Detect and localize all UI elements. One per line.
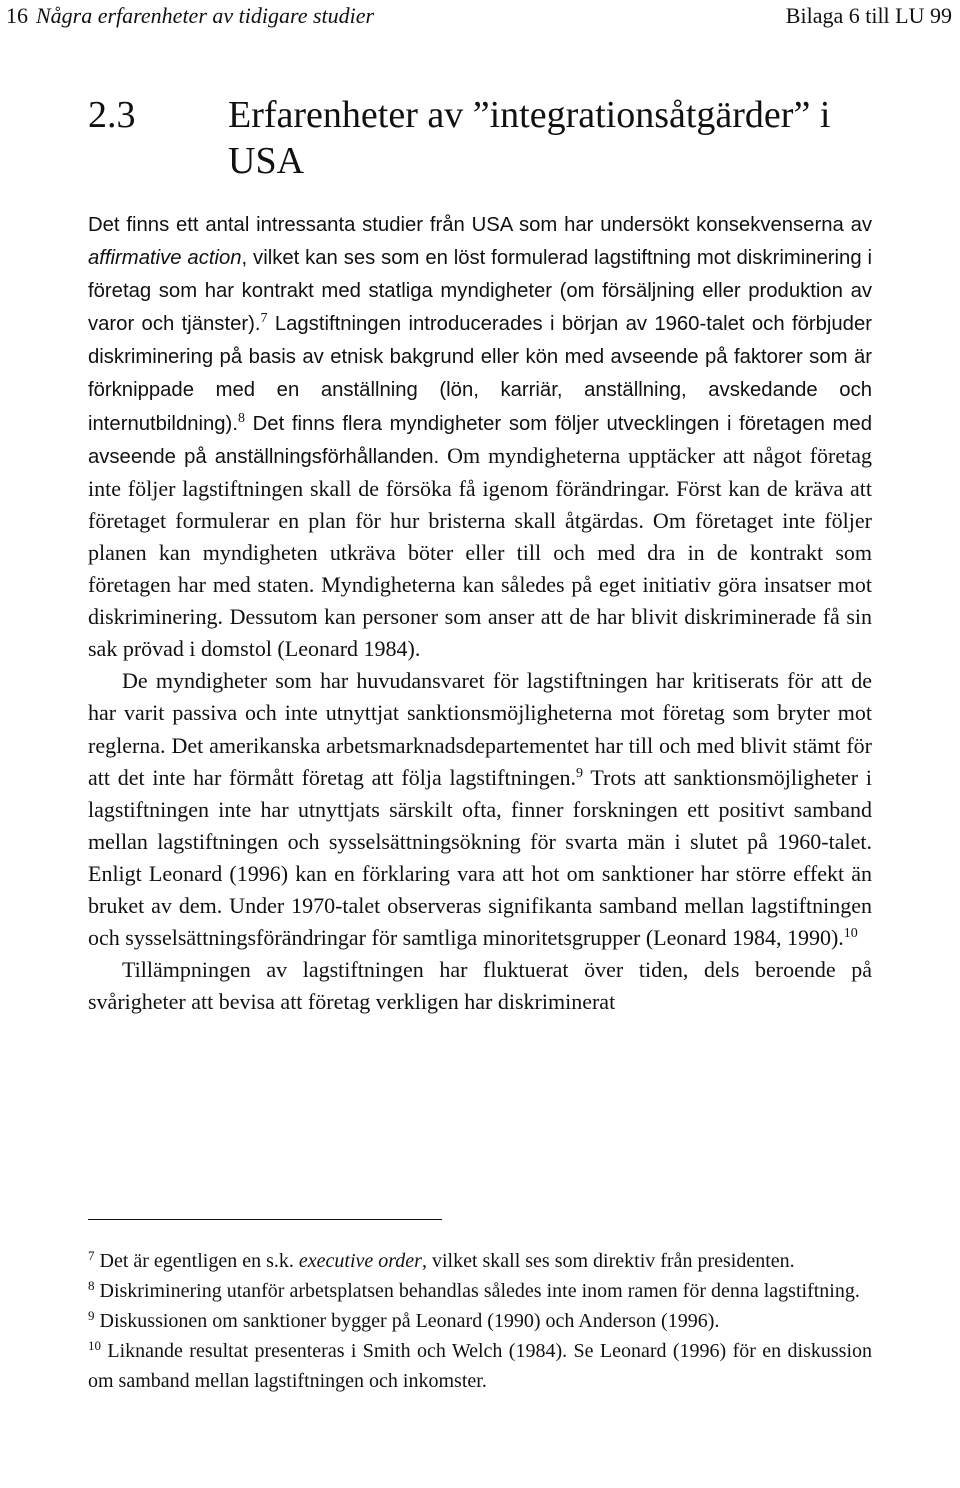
footnote-divider xyxy=(88,1219,442,1220)
p1-text-d: Det finns flera myndigheter som följer utvecklingen i företagen med avseende på anställningsförhållanden. xyxy=(88,412,872,468)
footnote-9 xyxy=(88,1306,872,1336)
footnote-10-number: 10 xyxy=(88,1338,101,1353)
footnote-ref-9[interactable]: 9 xyxy=(576,765,583,781)
footnote-7 xyxy=(88,1246,872,1276)
footnote-10 xyxy=(88,1336,872,1396)
section-heading xyxy=(88,92,878,184)
p1-text-c: Lagstiftningen introducerades i början av 1960-talet och förbjuder diskriminering på basis av etnisk bakgrund eller kön med avseende på faktorer som är förknippade med en anställning (lön, karriär, anställning, avskedande och internutbildning). xyxy=(88,313,872,435)
footnote-ref-10[interactable]: 10 xyxy=(843,926,858,942)
page-header xyxy=(0,0,960,32)
footnote-ref-8[interactable]: 8 xyxy=(237,410,245,426)
p3-text-a: Tillämpningen av lagstiftningen har fluktuerat över tiden, dels beroende på svårigheter att bevisa att företag verkligen har diskriminerat xyxy=(88,957,872,1015)
footnote-7-text-b: , vilket skall ses som direktiv från presidenten. xyxy=(421,1250,795,1272)
footnote-8-number: 8 xyxy=(88,1278,95,1293)
footnote-9-number: 9 xyxy=(88,1308,95,1323)
paragraph-1 xyxy=(88,208,872,665)
appendix-label: Bilaga 6 till LU 99 xyxy=(785,3,952,28)
page-number: 16 xyxy=(6,3,28,28)
running-title: Några erfarenheter av tidigare studier xyxy=(36,3,375,28)
p1-text-e: Om myndigheterna upptäcker att något företag inte följer lagstiftningen skall de försöka få igenom förändringar. Först kan de kräva att företaget formulerar en plan för hur bristerna skall åtgärdas. Om företaget inte följer planen kan myndigheten utkräva böter eller till och med dra in de kontrakt som företagen har med staten. Myndigheterna kan således på eget initiativ göra insatser mot diskriminering. Dessutom kan personer som anser att de har blivit diskriminerade få sin sak prövad i domstol (Leonard 1984). xyxy=(88,442,872,662)
paragraph-2 xyxy=(88,665,872,954)
footnote-7-text-a: Det är egentligen en s.k. xyxy=(94,1250,299,1272)
footnote-8 xyxy=(88,1276,872,1306)
footnote-9-text: Diskussionen om sanktioner bygger på Leonard (1990) och Anderson (1996). xyxy=(94,1310,720,1332)
p2-text-b: Trots att sanktionsmöjligheter i lagstiftningen inte har utnyttjats särskilt ofta, finner forskningen ett positivt samband mellan lagstiftningen och sysselsättningsökning för svarta män i slutet på 1960-talet. Enligt Leonard (1996) kan en förklaring vara att hot om sanktioner har större effekt än bruket av dem. Under 1970-talet observeras signifikanta samband mellan lagstiftningen och sysselsättningsförändringar för samtliga minoritetsgrupper (Leonard 1984, 1990). xyxy=(88,764,873,951)
section-number: 2.3 xyxy=(88,94,136,136)
header-left xyxy=(6,0,374,32)
paragraph-3 xyxy=(88,954,872,1018)
footnote-ref-7[interactable]: 7 xyxy=(260,311,268,327)
body-text xyxy=(88,208,872,1018)
footnote-10-text: Liknande resultat presenteras i Smith och Welch (1984). Se Leonard (1996) för en diskussion om samband mellan lagstiftningen och inkomster. xyxy=(88,1340,872,1392)
p1-italic-term: affirmative action xyxy=(88,247,242,270)
footnote-7-italic: executive order xyxy=(298,1250,422,1272)
p1-text-a: Det finns ett antal intressanta studier från USA som har undersökt konsekvenserna av xyxy=(88,214,872,236)
footnote-8-text: Diskriminering utanför arbetsplatsen behandlas således inte inom ramen för denna lagstiftning. xyxy=(94,1280,860,1302)
footnotes xyxy=(88,1246,872,1396)
footnote-7-number: 7 xyxy=(88,1248,95,1263)
section-title: Erfarenheter av ”integrationsåtgärder” i USA xyxy=(228,94,831,182)
p1-text-b: , vilket kan ses som en löst formulerad lagstiftning mot diskriminering i företag som har kontrakt med statliga myndigheter (om försäljning eller produktion av varor och tjänster). xyxy=(88,247,872,336)
p2-text-a: De myndigheter som har huvudansvaret för lagstiftningen har kritiserats för att de har varit passiva och inte utnyttjat sanktionsmöjligheterna mot företag som bryter mot reglerna. Det amerikanska arbetsmarknadsdepartementet har till och med blivit stämt för att det inte har förmått företag att följa lagstiftningen. xyxy=(88,668,872,790)
